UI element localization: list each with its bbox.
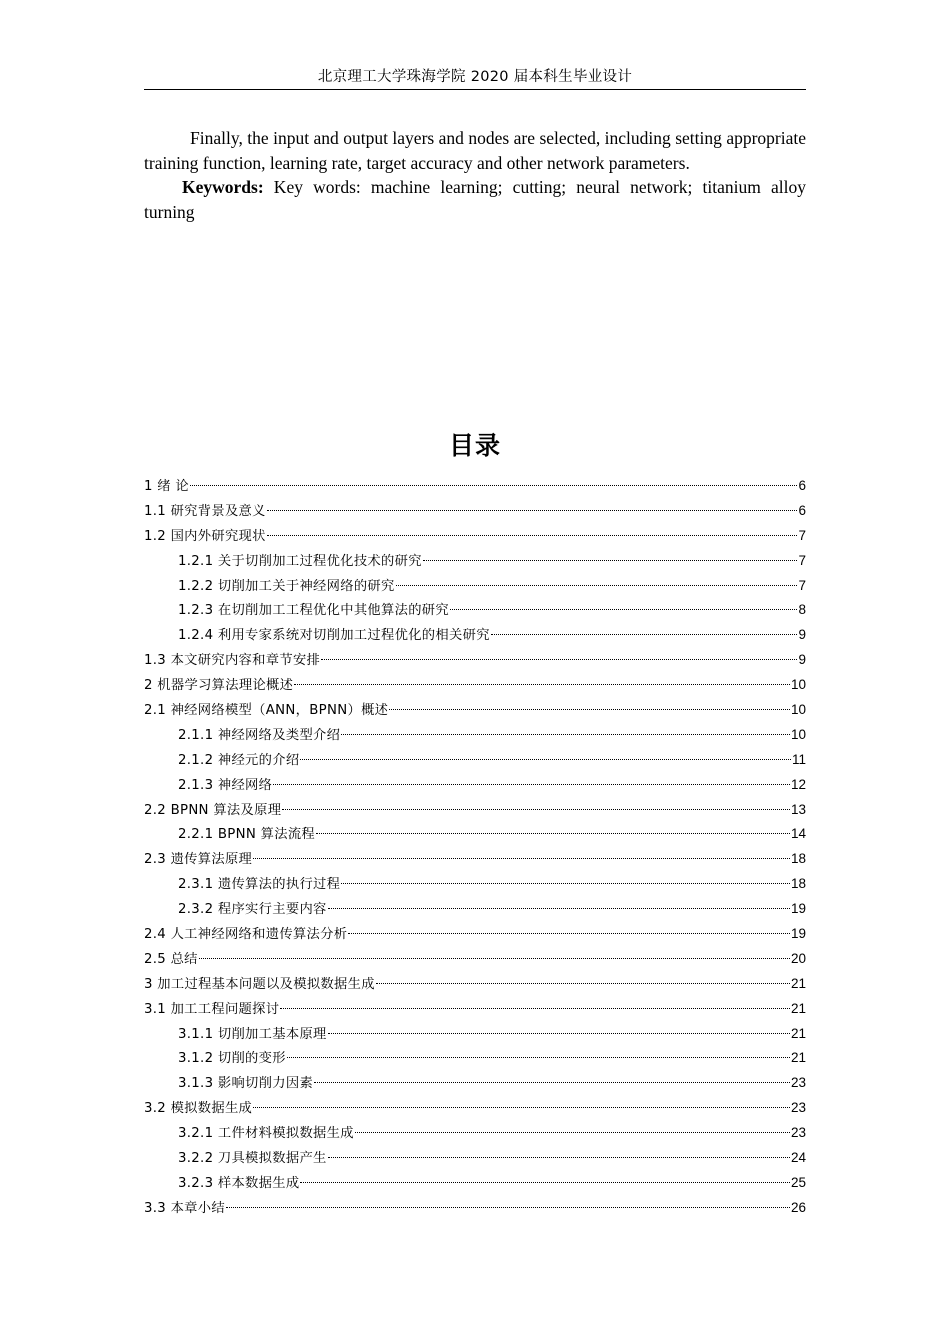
toc-dot-leader xyxy=(328,1157,790,1158)
toc-entry-title: 1.2.3 在切削加工工程优化中其他算法的研究 xyxy=(178,603,450,619)
toc-entry-title: 1.2.2 切削加工关于神经网络的研究 xyxy=(178,578,395,594)
toc-dot-leader xyxy=(300,759,791,760)
toc-entry-title: 3.3 本章小结 xyxy=(144,1200,225,1216)
toc-entry-title: 2.1.1 神经网络及类型介绍 xyxy=(178,727,341,743)
toc-entry-page: 10 xyxy=(790,726,806,742)
toc-dot-leader xyxy=(321,659,797,660)
keywords-label: Keywords: xyxy=(182,177,264,198)
toc-entry-title: 2.4 人工神经网络和遗传算法分析 xyxy=(144,927,348,943)
toc-entry-page: 14 xyxy=(790,826,806,842)
toc-entry[interactable] xyxy=(144,1046,806,1071)
toc-entry[interactable] xyxy=(144,648,806,673)
toc-entry[interactable] xyxy=(144,1121,806,1146)
toc-entry-title: 3.2 模拟数据生成 xyxy=(144,1101,253,1117)
toc-entry-page: 13 xyxy=(790,801,806,817)
toc-dot-leader xyxy=(423,560,798,561)
toc-entry[interactable] xyxy=(144,972,806,997)
toc-entry[interactable] xyxy=(144,549,806,574)
toc-entry-page: 10 xyxy=(790,702,806,718)
toc-entry-page: 19 xyxy=(790,901,806,917)
toc-entry-title: 1.3 本文研究内容和章节安排 xyxy=(144,653,321,669)
toc-title: 目录 xyxy=(448,431,501,460)
toc-entry[interactable] xyxy=(144,474,806,499)
toc-entry-page: 10 xyxy=(790,677,806,693)
toc-entry-title: 2.2 BPNN 算法及原理 xyxy=(144,802,282,818)
toc-entry-title: 2.1 神经网络模型（ANN，BPNN）概述 xyxy=(144,703,389,719)
toc-dot-leader xyxy=(253,858,790,859)
toc-entry-title: 3.2.3 样本数据生成 xyxy=(178,1175,300,1191)
toc-entry-page: 23 xyxy=(790,1075,806,1091)
toc-dot-leader xyxy=(328,908,790,909)
toc-entry[interactable] xyxy=(144,748,806,773)
toc-entry-title: 1 绪 论 xyxy=(144,479,190,494)
toc-entry[interactable] xyxy=(144,723,806,748)
toc-entry-title: 3.2.2 刀具模拟数据产生 xyxy=(178,1151,327,1167)
toc-entry[interactable] xyxy=(144,623,806,648)
toc-entry-title: 2.3.1 遗传算法的执行过程 xyxy=(178,877,341,893)
toc-dot-leader xyxy=(450,609,797,610)
table-of-contents xyxy=(144,474,806,1221)
toc-dot-leader xyxy=(300,1182,790,1183)
toc-entry-page: 12 xyxy=(790,776,806,792)
toc-dot-leader xyxy=(226,1207,790,1208)
toc-entry-page: 11 xyxy=(791,751,806,767)
toc-dot-leader xyxy=(341,734,790,735)
toc-entry-title: 1.2.1 关于切削加工过程优化技术的研究 xyxy=(178,553,422,569)
toc-entry-title: 3.1.1 切削加工基本原理 xyxy=(178,1026,327,1042)
toc-entry-page: 9 xyxy=(798,652,806,668)
toc-dot-leader xyxy=(199,958,790,959)
toc-entry-title: 3.1.2 切削的变形 xyxy=(178,1051,286,1067)
toc-dot-leader xyxy=(273,784,790,785)
toc-entry-page: 8 xyxy=(798,602,806,618)
toc-entry[interactable] xyxy=(144,499,806,524)
keywords-text: Key words: machine learning; cutting; neural network; titanium alloy turning xyxy=(144,177,806,223)
toc-entry-title: 2.1.3 神经网络 xyxy=(178,777,273,793)
toc-entry-title: 3.2.1 工件材料模拟数据生成 xyxy=(178,1126,354,1142)
toc-dot-leader xyxy=(348,933,790,934)
toc-entry-title: 1.2.4 利用专家系统对切削加工过程优化的相关研究 xyxy=(178,628,490,644)
toc-entry-page: 25 xyxy=(790,1174,806,1190)
toc-entry-page: 7 xyxy=(798,552,806,568)
toc-entry[interactable] xyxy=(144,872,806,897)
toc-dot-leader xyxy=(253,1107,790,1108)
toc-entry-title: 2.1.2 神经元的介绍 xyxy=(178,752,300,768)
toc-entry[interactable] xyxy=(144,947,806,972)
toc-entry-title: 3.1 加工工程问题探讨 xyxy=(144,1001,280,1017)
toc-dot-leader xyxy=(294,684,790,685)
toc-entry-page: 7 xyxy=(798,527,806,543)
toc-entry[interactable] xyxy=(144,673,806,698)
toc-entry-title: 1.1 研究背景及意义 xyxy=(144,503,266,519)
toc-dot-leader xyxy=(190,485,797,486)
keywords-paragraph xyxy=(144,175,806,224)
toc-entry[interactable] xyxy=(144,1022,806,1047)
toc-dot-leader xyxy=(267,510,798,511)
toc-entry-title: 1.2 国内外研究现状 xyxy=(144,528,266,544)
toc-dot-leader xyxy=(376,983,790,984)
toc-entry-page: 6 xyxy=(798,502,806,518)
toc-entry-page: 26 xyxy=(790,1199,806,1215)
toc-entry[interactable] xyxy=(144,598,806,623)
toc-entry-page: 24 xyxy=(790,1150,806,1166)
toc-entry-page: 6 xyxy=(798,478,806,493)
toc-entry-page: 18 xyxy=(790,851,806,867)
toc-entry[interactable] xyxy=(144,922,806,947)
toc-entry-page: 9 xyxy=(798,627,806,643)
toc-entry-page: 21 xyxy=(790,975,806,991)
toc-entry-page: 21 xyxy=(790,1000,806,1016)
toc-dot-leader xyxy=(282,809,790,810)
toc-entry-title: 2 机器学习算法理论概述 xyxy=(144,678,294,694)
toc-dot-leader xyxy=(314,1082,790,1083)
toc-entry-page: 20 xyxy=(790,950,806,966)
toc-dot-leader xyxy=(287,1057,790,1058)
abstract-section xyxy=(144,126,806,225)
toc-entry[interactable] xyxy=(144,897,806,922)
toc-entry-page: 18 xyxy=(790,876,806,892)
toc-entry[interactable] xyxy=(144,847,806,872)
abstract-paragraph: Finally, the input and output layers and nodes are selected, including setting appropriate training function, learning rate, target accuracy and other network parameters. xyxy=(144,128,806,173)
toc-entry[interactable] xyxy=(144,574,806,599)
toc-entry-page: 7 xyxy=(798,577,806,593)
toc-dot-leader xyxy=(267,535,798,536)
toc-entry[interactable] xyxy=(144,1196,806,1221)
header-divider xyxy=(144,89,806,90)
toc-dot-leader xyxy=(491,634,798,635)
toc-entry[interactable] xyxy=(144,1146,806,1171)
toc-entry[interactable] xyxy=(144,1071,806,1096)
toc-entry[interactable] xyxy=(144,698,806,723)
toc-dot-leader xyxy=(328,1033,790,1034)
toc-dot-leader xyxy=(280,1008,790,1009)
page-header: 北京理工大学珠海学院 2020 届本科生毕业设计 xyxy=(317,69,633,85)
toc-entry-title: 2.2.1 BPNN 算法流程 xyxy=(178,827,316,843)
toc-entry-page: 19 xyxy=(790,926,806,942)
toc-dot-leader xyxy=(316,833,790,834)
toc-entry[interactable] xyxy=(144,997,806,1022)
toc-entry[interactable] xyxy=(144,1171,806,1196)
toc-entry-title: 2.3.2 程序实行主要内容 xyxy=(178,902,327,918)
toc-entry-title: 3 加工过程基本问题以及模拟数据生成 xyxy=(144,976,375,992)
toc-dot-leader xyxy=(396,585,798,586)
toc-entry[interactable] xyxy=(144,1096,806,1121)
toc-dot-leader xyxy=(355,1132,790,1133)
toc-entry-page: 21 xyxy=(790,1025,806,1041)
toc-dot-leader xyxy=(341,883,790,884)
toc-entry[interactable] xyxy=(144,798,806,823)
toc-entry-page: 23 xyxy=(790,1100,806,1116)
toc-dot-leader xyxy=(389,709,790,710)
toc-entry-page: 21 xyxy=(790,1050,806,1066)
toc-entry-title: 3.1.3 影响切削力因素 xyxy=(178,1076,314,1092)
toc-entry[interactable] xyxy=(144,524,806,549)
toc-entry[interactable] xyxy=(144,773,806,798)
toc-entry[interactable] xyxy=(144,822,806,847)
toc-entry-title: 2.5 总结 xyxy=(144,951,198,967)
toc-entry-title: 2.3 遗传算法原理 xyxy=(144,852,253,868)
toc-entry-page: 23 xyxy=(790,1125,806,1141)
